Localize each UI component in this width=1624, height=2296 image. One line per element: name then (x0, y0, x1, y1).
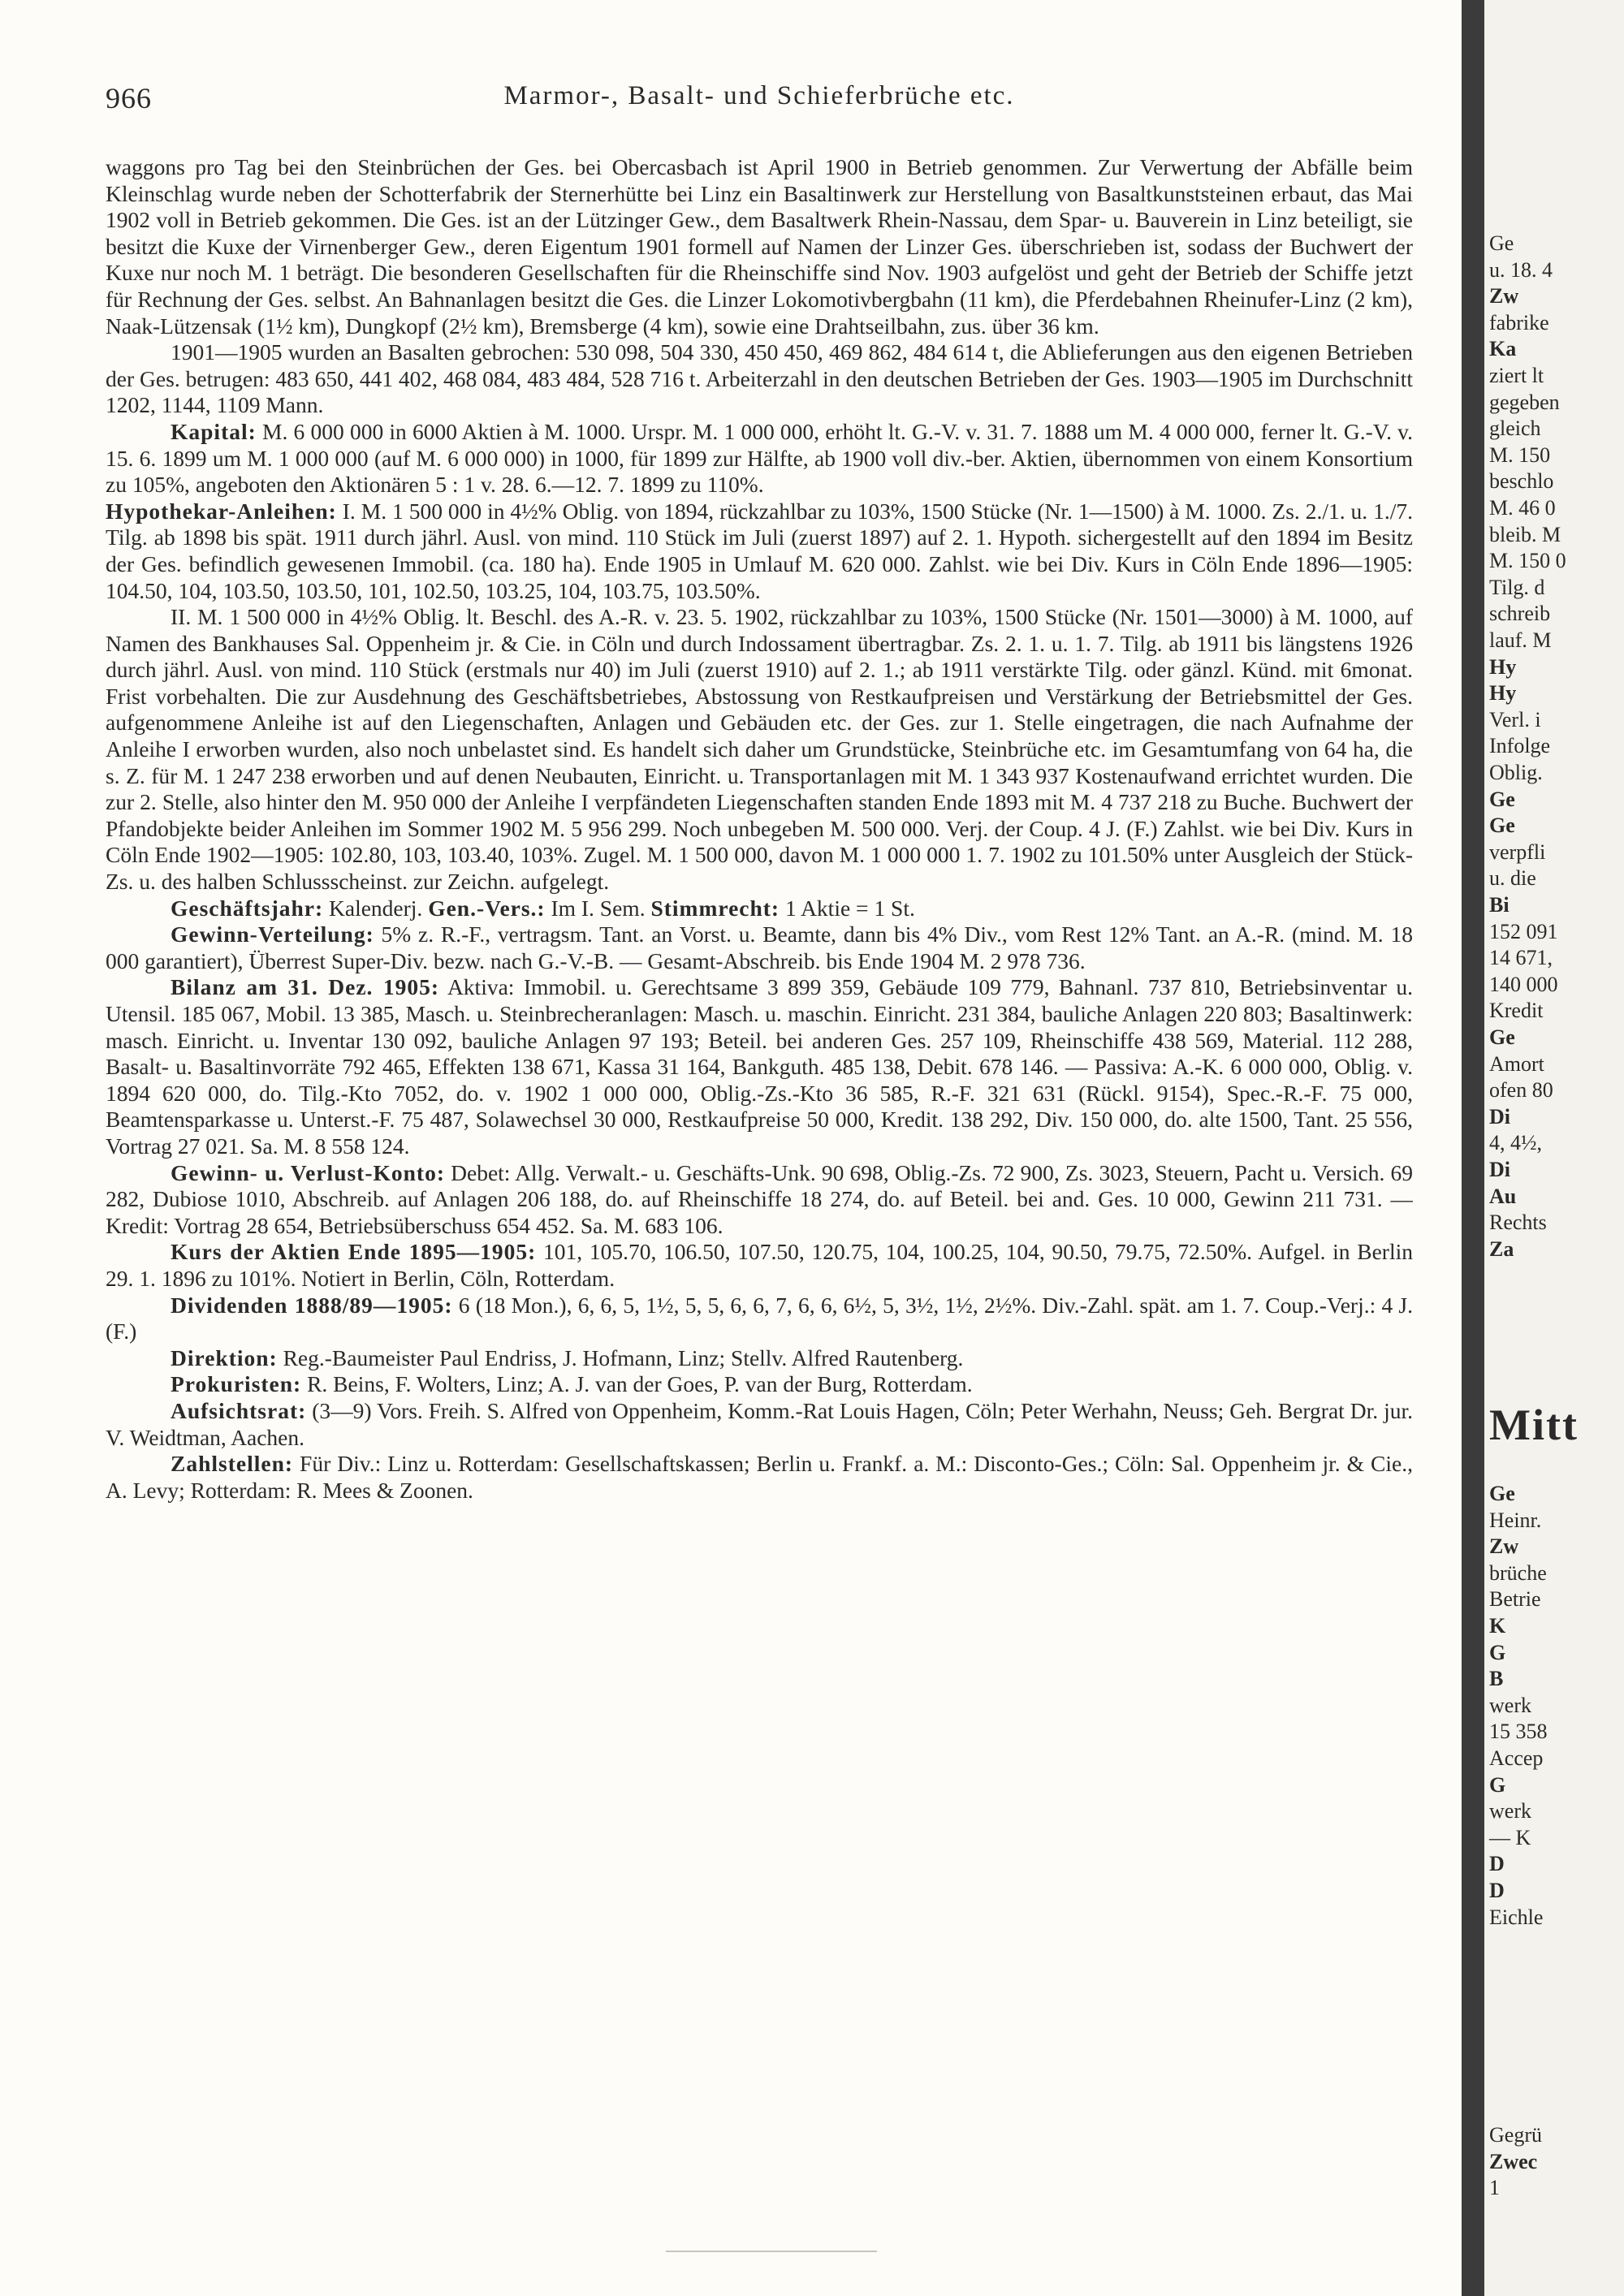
text-geschaeftsjahr: Kalenderj. (323, 895, 429, 921)
edge-fragment: Oblig. (1489, 761, 1543, 784)
paragraph-direktion (106, 1345, 1413, 1372)
edge-fragment: schreib (1489, 602, 1551, 626)
paragraph-kurs (106, 1239, 1413, 1292)
label-prokuristen: Prokuristen: (171, 1371, 302, 1397)
label-stimmrecht: Stimmrecht: (650, 895, 780, 921)
label-kapital: Kapital: (171, 418, 257, 444)
label-dividenden: Dividenden 1888/89—1905: (171, 1292, 453, 1318)
edge-fragment: Kredit (1489, 999, 1544, 1023)
text-bilanz: Aktiva: Immobil. u. Gerechtsame 3 899 359, Gebäude 109 779, Bahnanl. 737 810, Betriebsinventar u. Utensil. 185 067, Mobil. 13 385, Masch. u. Steinbrecheranlagen: Masch. u. maschin. Einricht. 231 384, bauliche Anlagen 220 803; Basaltinwerk: masch. Einricht. u. Inventar 130 092, bauliche Anlagen 97 193; Beteil. bei anderen Ges. 257 109, Rheinschiffe 438 569, Material. 112 288, Basalt- u. Basaltinvorräte 792 465, Effekten 138 671, Kassa 31 164, Bankguth. 485 138, Debit. 678 146. — Passiva: A.-K. 6 000 000, Oblig. v. 1894 620 000, do. Tilg.-Kto 7052, do. v. 1902 1 000 000, Oblig.-Zs.-Kto 36 585, R.-F. 321 631 (Rückl. 9154), Spec.-R.-F. 75 000, Beamtensparkasse u. Unterst.-F. 75 487, Solawechsel 30 000, Restkaufpreise 50 000, Kredit. 138 292, Div. 150 000, do. alte 1500, Tant. 25 556, Vortrag 27 021. Sa. M. 8 558 124. (106, 974, 1413, 1159)
text-aufsichtsrat: (3—9) Vors. Freih. S. Alfred von Oppenheim, Komm.-Rat Louis Hagen, Cöln; Peter Werhahn, Neuss; Geh. Bergrat Dr. jur. V. Weidtman, Aachen. (106, 1397, 1413, 1450)
edge-fragment: Infolge (1489, 734, 1551, 758)
text-hypothekar: I. M. 1 500 000 in 4½% Oblig. von 1894, rückzahlbar zu 103%, 1500 Stücke (Nr. 1—1500) à M. 1000. Zs. 2./1. u. 1./7. Tilg. ab 1898 bis spät. 1911 durch jährl. Ausl. von mind. 110 Stück im Juli (zuerst 1897) auf 2. 1. Hypoth. sichergestellt auf den 1894 im Besitz der Ges. befindlich gewesenen Immobil. (ca. 180 ha). Ende 1905 in Umlauf M. 620 000. Zahlst. wie bei Div. Kurs in Cöln Ende 1896—1905: 104.50, 104, 103.50, 103.50, 101, 102.50, 103.25, 104, 103.75, 103.50%. (106, 498, 1413, 603)
edge-fragment: Bi (1489, 893, 1510, 917)
edge-fragment: 14 671, (1489, 946, 1553, 970)
edge-fragment: Verl. i (1489, 707, 1541, 732)
edge-fragment: Hy (1489, 654, 1517, 679)
paragraph-dividenden (106, 1293, 1413, 1345)
edge-fragment: Au (1489, 1184, 1517, 1208)
paragraph-geschaeftsjahr (106, 896, 1413, 922)
text-stimmrecht: 1 Aktie = 1 St. (780, 895, 915, 921)
next-page-edge (1484, 0, 1624, 2296)
label-gewinn-verlust: Gewinn- u. Verlust-Konto: (171, 1159, 445, 1185)
edge-fragment: gleich (1489, 416, 1541, 441)
text-zahlstellen: Für Div.: Linz u. Rotterdam: Gesellschaftskassen; Berlin u. Frankf. a. M.: Disconto-Ges.; Cöln: Sal. Oppenheim jr. & Cie., A. Levy; Rotterdam: R. Mees & Zoonen. (106, 1451, 1413, 1503)
text-prokuristen: R. Beins, F. Wolters, Linz; A. J. van der Goes, P. van der Burg, Rotterdam. (301, 1371, 973, 1397)
edge-fragment: M. 150 (1489, 442, 1551, 467)
edge-fragment: werk (1489, 1693, 1531, 1717)
text-direktion: Reg.-Baumeister Paul Endriss, J. Hofmann, Linz; Stellv. Alfred Rautenberg. (277, 1344, 964, 1370)
edge-fragment: Di (1489, 1158, 1510, 1181)
label-zahlstellen: Zahlstellen: (171, 1451, 294, 1477)
edge-fragment: Ge (1489, 1025, 1515, 1049)
edge-fragment: Hy (1489, 681, 1517, 706)
edge-fragment: Ge (1489, 1482, 1515, 1505)
edge-fragment: M. 150 0 (1489, 549, 1566, 573)
edge-fragment: B (1489, 1667, 1504, 1691)
edge-fragment: Tilg. d (1489, 575, 1545, 599)
paragraph-hypothekar (106, 498, 1413, 604)
paragraph-intro: waggons pro Tag bei den Steinbrüchen der Ges. bei Obercasbach ist April 1900 in Betrieb genommen. Zur Verwertung der Abfälle beim Kleinschlag wurde neben der Schotterfabrik der Sternerhütte bei Linz ein Basaltinwerk zur Herstellung von Basaltkunststeinen erbaut, das Mai 1902 voll in Betrieb gekommen. Die Ges. ist an der Lützinger Gew., dem Basaltwerk Rhein-Nassau, dem Spar- u. Bauverein in Linz beteiligt, sie besitzt die Kuxe der Virnenberger Gew., deren Eigentum 1901 formell auf Namen der Linzer Ges. überschrieben ist, sodass der Buchwert der Kuxe nur noch M. 1 beträgt. Die besonderen Gesellschaften für die Rheinschiffe sind Nov. 1903 aufgelöst und geht der Betrieb der Schiffe jetzt für Rechnung der Ges. selbst. An Bahnanlagen besitzt die Ges. die Linzer Lokomotivbergbahn (11 km), die Pferdebahnen Rheinufer-Linz (2 km), Naak-Lützensak (1½ km), Dungkopf (2½ km), Bremsberge (4 km), sowie eine Drahtseilbahn, zus. über 36 km. (106, 154, 1413, 339)
label-direktion: Direktion: (171, 1344, 278, 1370)
edge-fragment: brüche (1489, 1560, 1547, 1585)
edge-fragment: Zw (1489, 284, 1519, 309)
edge-fragment: Gegrü (1489, 2123, 1542, 2147)
paragraph-aufsichtsrat (106, 1398, 1413, 1451)
document-body (106, 154, 1413, 2233)
page-number: 966 (106, 82, 152, 114)
paragraph-kapital (106, 419, 1413, 498)
text-gen-vers: Im I. Sem. (545, 895, 651, 921)
edge-heading: Mitt (1489, 1400, 1579, 1449)
edge-fragment: Betrie (1489, 1587, 1541, 1612)
edge-fragment: D (1489, 1879, 1505, 1902)
edge-fragment: beschlo (1489, 469, 1554, 494)
paragraph-prokuristen (106, 1371, 1413, 1398)
edge-fragment: ziert lt (1489, 364, 1544, 387)
text-kurs: 101, 105.70, 106.50, 107.50, 120.75, 104, 100.25, 104, 90.50, 79.75, 72.50%. Aufgel. in Berlin 29. 1. 1896 zu 101%. Notiert in Berlin, Cöln, Rotterdam. (106, 1239, 1413, 1291)
paragraph-zahlstellen (106, 1451, 1413, 1504)
edge-fragment: Ka (1489, 337, 1517, 361)
edge-fragment: Zwec (1489, 2149, 1538, 2173)
edge-fragment: verpfli (1489, 839, 1546, 864)
edge-fragment: 4, 4½, (1489, 1131, 1542, 1155)
paragraph-production: 1901—1905 wurden an Basalten gebrochen: 530 098, 504 330, 450 450, 469 862, 484 614 t, die Ablieferungen aus den eigenen Betrieben der Ges. betrugen: 483 650, 441 402, 468 084, 483 484, 528 716 t. Arbeiterzahl in den deutschen Betrieben der Ges. 1903—1905 im Durchschnitt 1202, 1144, 1109 Mann. (106, 339, 1413, 418)
edge-fragment: M. 46 0 (1489, 496, 1556, 520)
edge-fragment: Di (1489, 1104, 1510, 1129)
label-aufsichtsrat: Aufsichtsrat: (171, 1397, 307, 1423)
edge-fragment: Rechts (1489, 1211, 1547, 1235)
edge-fragment: 15 358 (1489, 1720, 1548, 1744)
edge-fragment: fabrike (1489, 310, 1549, 334)
text-gewinn-verteilung: 5% z. R.-F., vertragsm. Tant. an Vorst. u. Beamte, dann bis 4% Div., vom Rest 12% Tant. an A.-R. (mind. M. 18 000 garantiert), Überrest Super-Div. bezw. nach G.-V.-B. — Gesamt-Abschreib. bis Ende 1904 M. 2 978 736. (106, 921, 1413, 973)
label-geschaeftsjahr: Geschäftsjahr: (171, 895, 324, 921)
edge-fragment: D (1489, 1852, 1505, 1876)
edge-fragment: K (1489, 1614, 1506, 1638)
edge-fragment: Eichle (1489, 1905, 1544, 1929)
label-gewinn-verteilung: Gewinn-Verteilung: (171, 921, 374, 947)
edge-fragment: ofen 80 (1489, 1078, 1553, 1103)
edge-fragment: Ge (1489, 787, 1515, 811)
text-dividenden: 6 (18 Mon.), 6, 6, 5, 1½, 5, 5, 6, 6, 7, 6, 6, 6½, 5, 3½, 1½, 2½%. Div.-Zahl. spät. am 1. 7. Coup.-Verj.: 4 J. (F.) (106, 1292, 1413, 1344)
edge-fragment: Za (1489, 1236, 1514, 1261)
edge-fragment: Ge (1489, 231, 1514, 255)
edge-fragment: Zw (1489, 1534, 1519, 1559)
text-kapital: M. 6 000 000 in 6000 Aktien à M. 1000. Urspr. M. 1 000 000, erhöht lt. G.-V. v. 31. 7. 1888 um M. 4 000 000, ferner lt. G.-V. v. 15. 6. 1899 um M. 1 000 000 (auf M. 6 000 000) in 1000, für 1899 zur Hälfte, ab 1900 voll div.-ber. Aktien, übernommen von einem Konsortium zu 105%, angeboten den Aktionären 5 : 1 v. 28. 6.—12. 7. 1899 zu 110%. (106, 418, 1413, 498)
edge-fragment: Amort (1489, 1051, 1544, 1076)
edge-fragment: — K (1489, 1825, 1531, 1849)
label-gen-vers: Gen.-Vers.: (428, 895, 546, 921)
edge-fragment: G (1489, 1772, 1506, 1797)
edge-fragment: 152 091 (1489, 919, 1558, 943)
edge-fragment: Heinr. (1489, 1508, 1542, 1532)
edge-fragment: Ge (1489, 814, 1515, 838)
label-kurs: Kurs der Aktien Ende 1895—1905: (171, 1239, 537, 1265)
edge-fragment: 1 (1489, 2176, 1500, 2200)
paragraph-gewinn-verlust (106, 1160, 1413, 1240)
edge-fragment: 140 000 (1489, 972, 1558, 996)
page-header (106, 81, 1413, 130)
book-binding (1462, 0, 1484, 2296)
label-hypothekar: Hypothekar-Anleihen: (106, 498, 337, 524)
paragraph-anleihe-2: II. M. 1 500 000 in 4½% Oblig. lt. Beschl. des A.-R. v. 23. 5. 1902, rückzahlbar zu 103%, 1500 Stücke (Nr. 1501—3000) à M. 1000, auf Namen des Bankhauses Sal. Oppenheim jr. & Cie. in Cöln und durch Indossament übertragbar. Zs. 2. 1. u. 1. 7. Tilg. ab 1911 bis längstens 1926 durch jährl. Ausl. von mind. 110 Stück (erstmals nur 40) im Juli (zuerst 1910) auf 2. 1.; ab 1911 verstärkte Tilg. oder gänzl. Künd. mit 6monat. Frist vorbehalten. Die zur Ausdehnung des Geschäftsbetriebes, Abstossung von Restkaufpreisen und Verstärkung der Betriebsmittel der Ges. aufgenommene Anleihe ist auf den Liegenschaften, Anlagen und Gebäuden etc. der Ges. zur 1. Stelle eingetragen, die nach Aufnahme der Anleihe I erworben wurden, also noch unbelastet sind. Es handelt sich daher um Grundstücke, Steinbrüche etc. im Gesamtumfang von 64 ha, die s. Z. für M. 1 247 238 erworben und auf denen Neubauten, Einricht. u. Transportanlagen mit M. 1 343 937 Kostenaufwand errichtet wurden. Die zur 2. Stelle, also hinter den M. 950 000 der Anleihe I verpfändeten Liegenschaften standen Ende 1893 mit M. 4 737 218 zu Buche. Buchwert der Pfandobjekte beider Anleihen im Sommer 1902 M. 5 956 299. Noch unbegeben M. 500 000. Verj. der Coup. 4 J. (F.) Zahlst. wie bei Div. Kurs in Cöln Ende 1902—1905: 102.80, 103, 103.40, 103%. Zugel. M. 1 500 000, davon M. 1 000 000 1. 7. 1902 zu 101.50% unter Ausgleich der Stück-Zs. u. des halben Schlussscheinst. zur Zeichn. aufgelegt. (106, 604, 1413, 895)
edge-fragment: gegeben (1489, 390, 1560, 414)
edge-fragment: Accep (1489, 1746, 1544, 1770)
label-bilanz: Bilanz am 31. Dez. 1905: (171, 974, 440, 1000)
running-title: Marmor-, Basalt- und Schieferbrüche etc. (503, 81, 1015, 110)
edge-fragment: werk (1489, 1799, 1531, 1823)
section-divider (666, 2251, 877, 2252)
paragraph-gewinn-verteilung (106, 921, 1413, 974)
paragraph-bilanz (106, 974, 1413, 1159)
edge-fragment: G (1489, 1640, 1506, 1664)
edge-fragment: u. die (1489, 866, 1536, 891)
edge-fragment: u. 18. 4 (1489, 257, 1553, 282)
edge-fragment: lauf. M (1489, 628, 1552, 652)
edge-fragment: bleib. M (1489, 522, 1561, 546)
text-gewinn-verlust: Debet: Allg. Verwalt.- u. Geschäfts-Unk. 90 698, Oblig.-Zs. 72 900, Zs. 3023, Steuern, Pacht u. Versich. 69 282, Dubiose 1010, Abschreib. auf Anlagen 206 188, do. auf Rheinschiffe 18 274, do. auf Beteil. bei and. Ges. 10 000, Gewinn 211 731. — Kredit: Vortrag 28 654, Betriebsüberschuss 654 452. Sa. M. 683 106. (106, 1159, 1413, 1238)
